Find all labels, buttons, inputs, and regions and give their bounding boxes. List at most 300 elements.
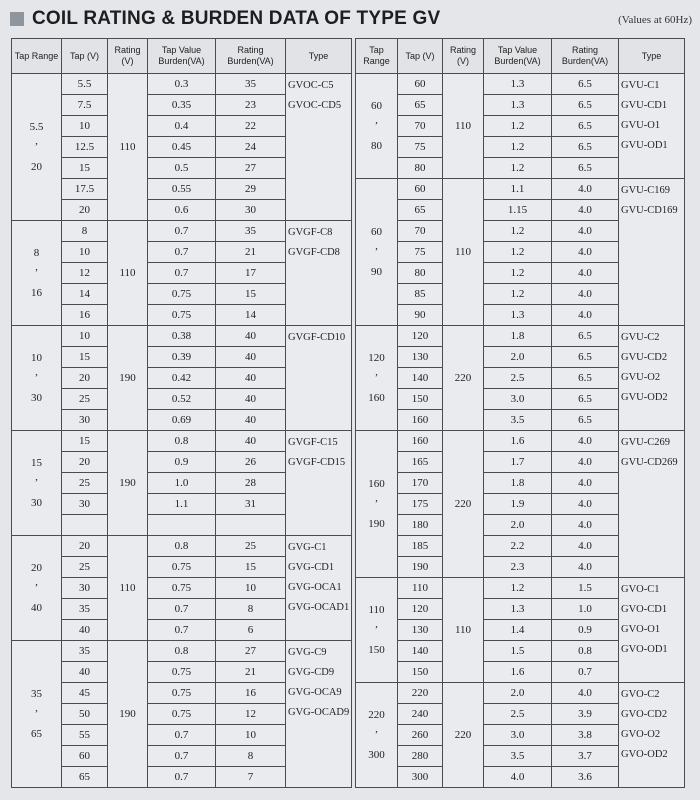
- coil-table-left: [11, 38, 352, 788]
- tap-range-label: 190: [368, 518, 385, 530]
- rating-burden-cell: 4.0: [552, 683, 619, 704]
- type-label: GVU-CD2: [621, 352, 668, 363]
- tap-value-burden-cell: 0.8: [148, 431, 216, 452]
- tap-cell: 25: [62, 557, 108, 578]
- rating-burden-cell: 4.0: [552, 536, 619, 557]
- tap-value-burden-cell: 0.45: [148, 137, 216, 158]
- header-tap-range: Tap Range: [356, 39, 398, 74]
- rating-burden-cell: 3.9: [552, 704, 619, 725]
- header-tap-value-burden: Tap Value Burden(VA): [148, 39, 216, 74]
- rating-burden-cell: 4.0: [552, 179, 619, 200]
- tap-cell: 80: [398, 158, 443, 179]
- tap-range-cell: [356, 74, 398, 179]
- tap-cell: 55: [62, 725, 108, 746]
- type-label: GVO-OD1: [621, 644, 668, 655]
- tap-value-burden-cell: 2.5: [484, 368, 552, 389]
- tap-range-label: ʼ: [374, 120, 379, 132]
- rating-burden-cell: 6.5: [552, 326, 619, 347]
- tap-value-burden-cell: 0.7: [148, 746, 216, 767]
- type-label: GVO-OD2: [621, 749, 668, 760]
- rating-burden-cell: 30: [216, 200, 286, 221]
- rating-burden-cell: 35: [216, 74, 286, 95]
- tap-value-burden-cell: 0.7: [148, 263, 216, 284]
- type-label: GVG-CD1: [288, 562, 335, 573]
- tap-cell: 180: [398, 515, 443, 536]
- rating-cell: 110: [443, 74, 484, 179]
- tap-range-cell: [12, 641, 62, 788]
- type-label: GVG-OCA1: [288, 582, 342, 593]
- tap-cell: 15: [62, 158, 108, 179]
- type-label: GVG-C1: [288, 542, 327, 553]
- rating-burden-cell: [216, 515, 286, 536]
- rating-burden-cell: 6.5: [552, 95, 619, 116]
- tap-cell: 10: [62, 116, 108, 137]
- tap-value-burden-cell: 1.2: [484, 158, 552, 179]
- header-rating-burden: Rating Burden(VA): [552, 39, 619, 74]
- header-rating: Rating (V): [108, 39, 148, 74]
- tap-range-label: ʼ: [34, 372, 39, 384]
- tap-cell: 60: [62, 746, 108, 767]
- tap-cell: 10: [62, 242, 108, 263]
- tap-cell: 140: [398, 368, 443, 389]
- tap-value-burden-cell: 0.42: [148, 368, 216, 389]
- tap-cell: 15: [62, 431, 108, 452]
- rating-burden-cell: 15: [216, 557, 286, 578]
- type-label: GVU-C269: [621, 437, 670, 448]
- rating-cell: 190: [108, 641, 148, 788]
- tap-cell: 5.5: [62, 74, 108, 95]
- table-row: [12, 641, 352, 662]
- type-label: GVU-O1: [621, 120, 661, 131]
- tap-range-label: ʼ: [34, 708, 39, 720]
- type-label: GVO-CD1: [621, 604, 668, 615]
- rating-burden-cell: 3.7: [552, 746, 619, 767]
- header-tap: Tap (V): [398, 39, 443, 74]
- tap-range-label: ʼ: [374, 498, 379, 510]
- rating-burden-cell: 28: [216, 473, 286, 494]
- tap-cell: 12.5: [62, 137, 108, 158]
- rating-burden-cell: 4.0: [552, 242, 619, 263]
- rating-burden-cell: 24: [216, 137, 286, 158]
- rating-burden-cell: 4.0: [552, 452, 619, 473]
- tap-cell: 35: [62, 599, 108, 620]
- rating-cell: 110: [443, 179, 484, 326]
- table-row: [12, 221, 352, 242]
- rating-burden-cell: 31: [216, 494, 286, 515]
- tap-value-burden-cell: 1.3: [484, 74, 552, 95]
- tap-value-burden-cell: 0.75: [148, 578, 216, 599]
- tap-cell: 60: [398, 74, 443, 95]
- tap-range-label: 150: [368, 644, 385, 656]
- type-label: GVG-OCAD9: [288, 707, 350, 718]
- type-label: GVO-O2: [621, 729, 661, 740]
- tap-cell: 40: [62, 662, 108, 683]
- rating-burden-cell: 4.0: [552, 473, 619, 494]
- tap-value-burden-cell: 1.2: [484, 137, 552, 158]
- tap-range-label: 10: [31, 352, 42, 364]
- rating-burden-cell: 26: [216, 452, 286, 473]
- rating-burden-cell: 4.0: [552, 557, 619, 578]
- rating-burden-cell: 21: [216, 242, 286, 263]
- tap-cell: 60: [398, 179, 443, 200]
- tap-value-burden-cell: 1.5: [484, 641, 552, 662]
- table-row: [356, 683, 685, 704]
- tap-value-burden-cell: 2.5: [484, 704, 552, 725]
- rating-burden-cell: 10: [216, 725, 286, 746]
- page-header: [10, 8, 692, 34]
- tap-value-burden-cell: 0.9: [148, 452, 216, 473]
- rating-burden-cell: 7: [216, 767, 286, 788]
- tap-range-label: 65: [31, 728, 42, 740]
- tap-cell: 10: [62, 326, 108, 347]
- rating-burden-cell: 4.0: [552, 431, 619, 452]
- rating-burden-cell: 29: [216, 179, 286, 200]
- type-label: GVO-O1: [621, 624, 661, 635]
- tap-value-burden-cell: 1.9: [484, 494, 552, 515]
- tap-value-burden-cell: 0.75: [148, 683, 216, 704]
- tap-cell: 170: [398, 473, 443, 494]
- tap-value-burden-cell: 1.7: [484, 452, 552, 473]
- table-row: [12, 431, 352, 452]
- table-row: [12, 74, 352, 95]
- tap-range-cell: [12, 326, 62, 431]
- tap-value-burden-cell: 0.7: [148, 725, 216, 746]
- rating-burden-cell: 6.5: [552, 137, 619, 158]
- type-label: GVGF-CD10: [288, 332, 346, 343]
- tap-range-label: ʼ: [374, 624, 379, 636]
- rating-burden-cell: 6: [216, 620, 286, 641]
- tap-range-label: 90: [371, 266, 382, 278]
- rating-cell: 110: [443, 578, 484, 683]
- tap-value-burden-cell: 0.52: [148, 389, 216, 410]
- type-label: GVOC-CD5: [288, 100, 342, 111]
- type-cell: [619, 683, 685, 788]
- tap-range-cell: [12, 221, 62, 326]
- rating-burden-cell: 3.6: [552, 767, 619, 788]
- table-row: [356, 578, 685, 599]
- rating-burden-cell: 6.5: [552, 368, 619, 389]
- rating-burden-cell: 40: [216, 368, 286, 389]
- rating-cell: 110: [108, 221, 148, 326]
- type-cell: [286, 536, 352, 641]
- tap-cell: 120: [398, 326, 443, 347]
- rating-cell: 110: [108, 74, 148, 221]
- table-row: [356, 326, 685, 347]
- header-type: Type: [619, 39, 685, 74]
- type-label: GVG-OCA9: [288, 687, 342, 698]
- type-label: GVGF-C8: [288, 227, 333, 238]
- header-rating: Rating (V): [443, 39, 484, 74]
- rating-burden-cell: 4.0: [552, 221, 619, 242]
- type-cell: [286, 641, 352, 788]
- type-label: GVG-OCAD1: [288, 602, 350, 613]
- tap-cell: 110: [398, 578, 443, 599]
- tap-cell: 20: [62, 200, 108, 221]
- tap-cell: 20: [62, 536, 108, 557]
- type-label: GVU-C1: [621, 80, 660, 91]
- tap-range-cell: [356, 683, 398, 788]
- rating-burden-cell: 6.5: [552, 158, 619, 179]
- type-label: GVGF-C15: [288, 437, 338, 448]
- tap-cell: 12: [62, 263, 108, 284]
- tap-range-label: 20: [31, 161, 42, 173]
- tap-value-burden-cell: 0.7: [148, 221, 216, 242]
- tap-cell: 17.5: [62, 179, 108, 200]
- rating-burden-cell: 6.5: [552, 389, 619, 410]
- tap-value-burden-cell: 1.15: [484, 200, 552, 221]
- tap-range-label: ʼ: [34, 477, 39, 489]
- tap-range-label: ʼ: [374, 372, 379, 384]
- tap-range-label: 30: [31, 497, 42, 509]
- rating-cell: 220: [443, 431, 484, 578]
- tap-range-label: 15: [31, 457, 42, 469]
- tap-cell: 75: [398, 242, 443, 263]
- tap-cell: 190: [398, 557, 443, 578]
- rating-burden-cell: 25: [216, 536, 286, 557]
- rating-burden-cell: 0.8: [552, 641, 619, 662]
- tap-value-burden-cell: 1.1: [148, 494, 216, 515]
- tap-cell: 90: [398, 305, 443, 326]
- rating-burden-cell: 23: [216, 95, 286, 116]
- tap-range-label: 160: [368, 478, 385, 490]
- type-label: GVG-CD9: [288, 667, 335, 678]
- tap-value-burden-cell: 3.5: [484, 410, 552, 431]
- tap-cell: 20: [62, 452, 108, 473]
- tap-range-label: ʼ: [34, 141, 39, 153]
- tap-cell: 25: [62, 473, 108, 494]
- tap-range-cell: [356, 179, 398, 326]
- tap-value-burden-cell: 1.3: [484, 95, 552, 116]
- rating-burden-cell: 21: [216, 662, 286, 683]
- tap-value-burden-cell: 0.6: [148, 200, 216, 221]
- title-square-icon: [10, 12, 24, 26]
- tap-cell: 80: [398, 263, 443, 284]
- tap-value-burden-cell: 0.35: [148, 95, 216, 116]
- tap-cell: 120: [398, 599, 443, 620]
- type-cell: [286, 74, 352, 221]
- tap-cell: 280: [398, 746, 443, 767]
- table-row: [356, 74, 685, 95]
- rating-burden-cell: 40: [216, 410, 286, 431]
- tap-value-burden-cell: 2.0: [484, 683, 552, 704]
- tap-cell: 65: [398, 200, 443, 221]
- header-tap-value-burden: Tap Value Burden(VA): [484, 39, 552, 74]
- header-tap: Tap (V): [62, 39, 108, 74]
- tap-range-label: 8: [33, 247, 40, 259]
- rating-burden-cell: 8: [216, 746, 286, 767]
- tap-value-burden-cell: 1.3: [484, 305, 552, 326]
- type-cell: [286, 431, 352, 536]
- type-cell: [619, 179, 685, 326]
- tap-cell: 160: [398, 410, 443, 431]
- tap-range-cell: [356, 431, 398, 578]
- rating-burden-cell: 8: [216, 599, 286, 620]
- tap-cell: 45: [62, 683, 108, 704]
- tap-value-burden-cell: 0.75: [148, 662, 216, 683]
- tap-cell: 260: [398, 725, 443, 746]
- header-tap-range: Tap Range: [12, 39, 62, 74]
- tap-cell: 40: [62, 620, 108, 641]
- rating-burden-cell: 4.0: [552, 515, 619, 536]
- tap-cell: [62, 515, 108, 536]
- rating-burden-cell: 17: [216, 263, 286, 284]
- rating-burden-cell: 4.0: [552, 494, 619, 515]
- tap-value-burden-cell: 1.2: [484, 221, 552, 242]
- type-label: GVG-C9: [288, 647, 327, 658]
- table-row: [12, 536, 352, 557]
- tap-cell: 7.5: [62, 95, 108, 116]
- tap-range-label: 120: [368, 352, 385, 364]
- tap-value-burden-cell: 0.75: [148, 305, 216, 326]
- tap-range-label: 30: [31, 392, 42, 404]
- type-label: GVU-OD1: [621, 140, 668, 151]
- tap-value-burden-cell: 2.0: [484, 515, 552, 536]
- type-cell: [619, 578, 685, 683]
- tap-value-burden-cell: 2.2: [484, 536, 552, 557]
- tap-range-label: ʼ: [374, 246, 379, 258]
- tap-range-label: 300: [368, 749, 385, 761]
- tap-cell: 165: [398, 452, 443, 473]
- type-label: GVU-C169: [621, 185, 670, 196]
- tap-cell: 70: [398, 221, 443, 242]
- rating-burden-cell: 27: [216, 641, 286, 662]
- tap-value-burden-cell: 0.55: [148, 179, 216, 200]
- tap-cell: 16: [62, 305, 108, 326]
- tap-value-burden-cell: 0.5: [148, 158, 216, 179]
- tap-value-burden-cell: 4.0: [484, 767, 552, 788]
- tap-range-label: 35: [31, 688, 42, 700]
- tap-cell: 220: [398, 683, 443, 704]
- table-row: [356, 431, 685, 452]
- rating-burden-cell: 6.5: [552, 74, 619, 95]
- tap-range-label: ʼ: [34, 582, 39, 594]
- type-label: GVO-CD2: [621, 709, 668, 720]
- type-cell: [286, 326, 352, 431]
- rating-cell: 220: [443, 326, 484, 431]
- tap-range-label: ʼ: [374, 729, 379, 741]
- rating-burden-cell: 3.8: [552, 725, 619, 746]
- table-row: [12, 326, 352, 347]
- rating-burden-cell: 16: [216, 683, 286, 704]
- tap-cell: 15: [62, 347, 108, 368]
- tap-cell: 30: [62, 494, 108, 515]
- tap-cell: 30: [62, 578, 108, 599]
- tap-range-label: 16: [31, 287, 42, 299]
- tap-cell: 70: [398, 116, 443, 137]
- tap-value-burden-cell: 0.75: [148, 704, 216, 725]
- rating-burden-cell: 0.7: [552, 662, 619, 683]
- tap-cell: 8: [62, 221, 108, 242]
- type-label: GVU-CD269: [621, 457, 678, 468]
- tap-cell: 25: [62, 389, 108, 410]
- tap-value-burden-cell: 1.8: [484, 326, 552, 347]
- tap-cell: 65: [398, 95, 443, 116]
- tap-cell: 150: [398, 389, 443, 410]
- tap-cell: 175: [398, 494, 443, 515]
- tap-range-label: 60: [371, 100, 382, 112]
- rating-burden-cell: 40: [216, 431, 286, 452]
- tap-value-burden-cell: 3.5: [484, 746, 552, 767]
- tap-range-cell: [12, 74, 62, 221]
- rating-burden-cell: 14: [216, 305, 286, 326]
- tap-range-cell: [12, 431, 62, 536]
- rating-burden-cell: 6.5: [552, 410, 619, 431]
- rating-burden-cell: 22: [216, 116, 286, 137]
- tap-cell: 75: [398, 137, 443, 158]
- tap-range-label: 5.5: [29, 121, 44, 133]
- tap-value-burden-cell: 1.2: [484, 116, 552, 137]
- tap-value-burden-cell: 0.69: [148, 410, 216, 431]
- tap-cell: 240: [398, 704, 443, 725]
- tap-value-burden-cell: 1.8: [484, 473, 552, 494]
- rating-burden-cell: 35: [216, 221, 286, 242]
- type-label: GVGF-CD8: [288, 247, 340, 258]
- rating-burden-cell: 4.0: [552, 200, 619, 221]
- tap-range-label: 220: [368, 709, 385, 721]
- tap-cell: 185: [398, 536, 443, 557]
- type-label: GVO-C1: [621, 584, 660, 595]
- tap-value-burden-cell: 0.8: [148, 641, 216, 662]
- tap-value-burden-cell: 1.4: [484, 620, 552, 641]
- type-label: GVU-C2: [621, 332, 660, 343]
- rating-burden-cell: 4.0: [552, 284, 619, 305]
- tap-value-burden-cell: 1.2: [484, 284, 552, 305]
- type-cell: [286, 221, 352, 326]
- tap-cell: 300: [398, 767, 443, 788]
- tap-value-burden-cell: 1.2: [484, 242, 552, 263]
- tap-range-label: ʼ: [34, 267, 39, 279]
- tap-range-label: 80: [371, 140, 382, 152]
- tap-cell: 35: [62, 641, 108, 662]
- tap-range-label: 110: [368, 604, 385, 616]
- tap-value-burden-cell: 1.2: [484, 578, 552, 599]
- tap-cell: 50: [62, 704, 108, 725]
- table-header-row: [356, 39, 685, 74]
- rating-burden-cell: 10: [216, 578, 286, 599]
- tap-value-burden-cell: [148, 515, 216, 536]
- rating-burden-cell: 40: [216, 347, 286, 368]
- tap-value-burden-cell: 0.75: [148, 284, 216, 305]
- tap-range-cell: [356, 326, 398, 431]
- tap-value-burden-cell: 0.3: [148, 74, 216, 95]
- tap-value-burden-cell: 0.38: [148, 326, 216, 347]
- frequency-note: (Values at 60Hz): [618, 14, 692, 26]
- tap-value-burden-cell: 1.0: [148, 473, 216, 494]
- rating-cell: 110: [108, 536, 148, 641]
- tap-range-label: 20: [31, 562, 42, 574]
- tap-value-burden-cell: 3.0: [484, 725, 552, 746]
- coil-table-right: [355, 38, 685, 788]
- type-cell: [619, 74, 685, 179]
- tap-value-burden-cell: 1.6: [484, 662, 552, 683]
- tap-cell: 130: [398, 620, 443, 641]
- type-label: GVOC-C5: [288, 80, 334, 91]
- type-label: GVGF-CD15: [288, 457, 346, 468]
- type-label: GVU-OD2: [621, 392, 668, 403]
- rating-burden-cell: 6.5: [552, 347, 619, 368]
- rating-burden-cell: 6.5: [552, 116, 619, 137]
- type-cell: [619, 431, 685, 578]
- type-label: GVU-CD1: [621, 100, 668, 111]
- tap-value-burden-cell: 0.7: [148, 242, 216, 263]
- tap-range-cell: [12, 536, 62, 641]
- type-cell: [619, 326, 685, 431]
- tap-value-burden-cell: 0.75: [148, 557, 216, 578]
- tap-cell: 130: [398, 347, 443, 368]
- rating-burden-cell: 4.0: [552, 305, 619, 326]
- tap-cell: 20: [62, 368, 108, 389]
- tap-value-burden-cell: 1.1: [484, 179, 552, 200]
